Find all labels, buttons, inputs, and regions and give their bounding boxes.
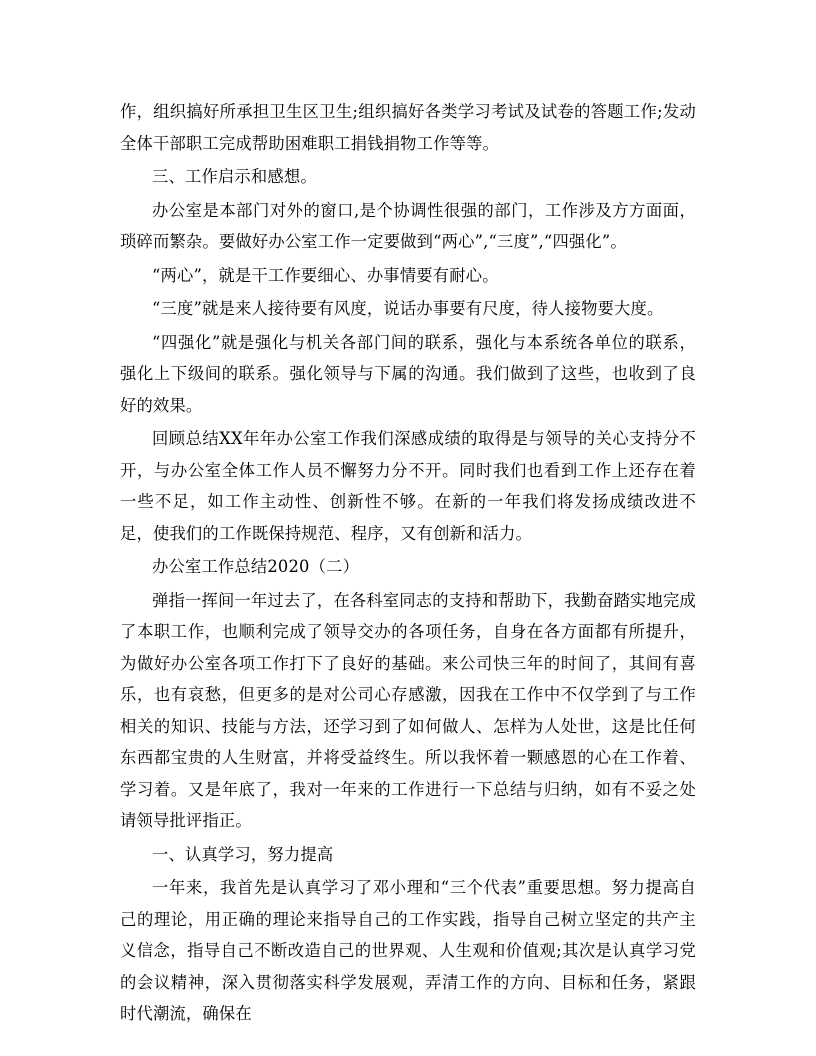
paragraph-continuation: 作，组织搞好所承担卫生区卫生;组织搞好各类学习考试及试卷的答题工作;发动全体干部职工完成帮助困难职工捐钱捐物工作等等。 [120,102,696,153]
paragraph-four-strengthen: “四强化”就是强化与机关各部门间的联系，强化与本系统各单位的联系，强化上下级间的联系。强化领导与下属的沟通。我们做到了这些，也收到了良好的效果。 [120,332,696,415]
paragraph-study-theory: 一年来，我首先是认真学习了邓小理和“三个代表”重要思想。努力提高自己的理论，用正确的理论来指导自己的工作实践，指导自己树立坚定的共产主义信念，指导自己不断改造自己的世界观、人生观和价值观;其次是认真学习党的会议精神，深入贯彻落实科学发展观，弄清工作的方向、目标和任务，紧跟时代潮流，确保在 [120,878,696,1023]
paragraph-review-summary: 回顾总结XX年年办公室工作我们深感成绩的取得是与领导的关心支持分不开，与办公室全体工作人员不懈努力分不开。同时我们也看到工作上还存在着一些不足，如工作主动性、创新性不够。在新的一年我们将发扬成绩改进不足，使我们的工作既保持规范、程序，又有创新和活力。 [120,429,696,543]
paragraph-two-hearts: “两心”，就是干工作要细心、办事情要有耐心。 [152,265,499,285]
paragraph-three-degrees: “三度”就是来人接待要有风度，说话办事要有尺度，待人接物要大度。 [152,299,664,318]
heading-study-improve: 一、认真学习，努力提高 [152,844,334,864]
section-title-part-two: 办公室工作总结2020（二） [152,557,360,576]
paragraph-office-window: 办公室是本部门对外的窗口,是个协调性很强的部门，工作涉及方方面面，琐碎而繁杂。要做好办公室工作一定要做到“两心”,“三度”,“四强化”。 [120,200,696,251]
heading-section-three: 三、工作启示和感想。 [152,167,317,186]
paragraph-year-passed: 弹指一挥间一年过去了，在各科室同志的支持和帮助下，我勤奋踏实地完成了本职工作，也顺利完成了领导交办的各项任务，自身在各方面都有所提升，为做好办公室各项工作打下了良好的基础。来公司快三年的时间了，其间有喜乐，也有哀愁，但更多的是对公司心存感激，因我在工作中不仅学到了与工作相关的知识、技能与方法，还学习到了如何做人、怎样为人处世，这是比任何东西都宝贵的人生财富，并将受益终生。所以我怀着一颗感恩的心在工作着、学习着。又是年底了，我对一年来的工作进行一下总结与归纳，如有不妥之处请领导批评指正。 [120,590,696,830]
document-body [120,96,696,1030]
